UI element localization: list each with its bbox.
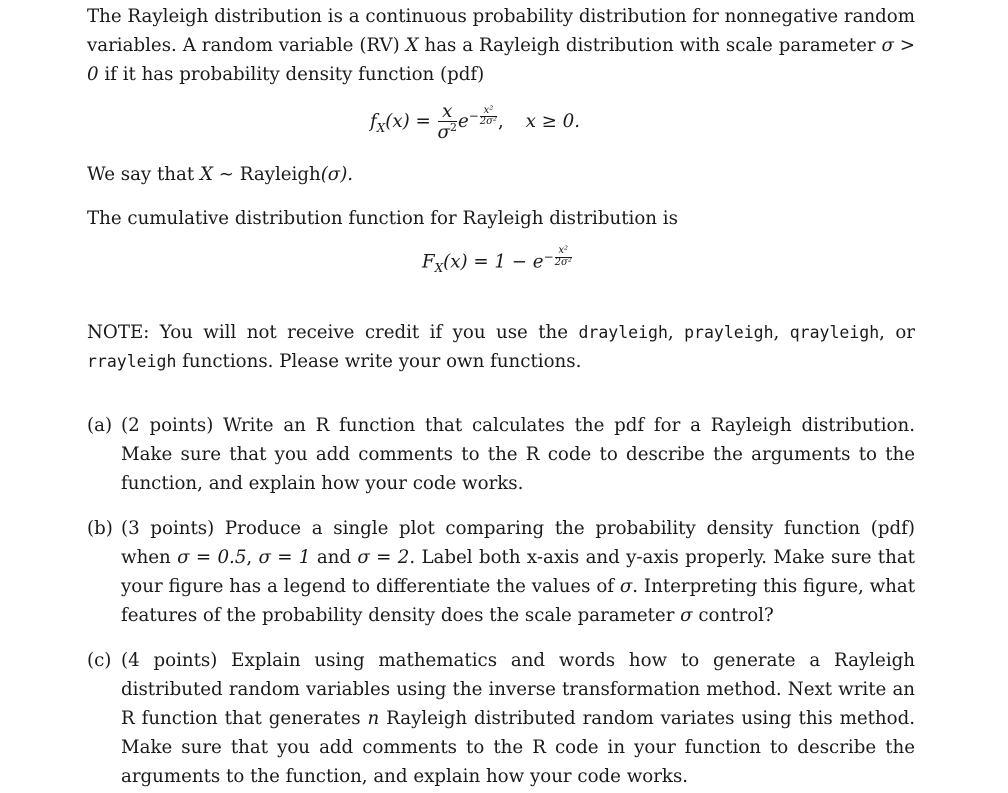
cdf-equation [422, 246, 573, 275]
cdf-exp-minus: − [543, 249, 554, 264]
say-tilde: ∼ [212, 164, 240, 185]
item-b-text-2: , [246, 547, 259, 568]
item-b-sigma-5: σ [680, 605, 693, 626]
item-b-text [121, 514, 915, 630]
pdf-frac-num: x [438, 102, 457, 122]
item-c [87, 646, 915, 791]
intro-paragraph [87, 2, 915, 89]
note-fn-prayleigh: prayleigh [684, 323, 774, 342]
item-b-sigma-1: σ = 0.5 [177, 547, 247, 568]
cdf-exp-fraction [555, 246, 572, 268]
note-fn-drayleigh: drayleigh [578, 323, 668, 342]
pdf-comma: , [498, 111, 504, 133]
item-a [87, 411, 915, 498]
item-b-sigma-3: σ = 2 [357, 547, 410, 568]
item-a-label: (a) [87, 415, 113, 436]
note-fn-qrayleigh: qrayleigh [789, 323, 880, 342]
note-fn-rrayleigh: rrayleigh [87, 352, 177, 371]
item-b-sigma-4: σ [619, 576, 633, 597]
item-c-label: (c) [87, 650, 112, 671]
say-text: We say that [87, 164, 200, 185]
item-b-text-3: and [310, 547, 358, 568]
intro-sigma-condition: σ > 0 [87, 35, 915, 85]
pdf-frac-den-sup: 2 [449, 121, 457, 135]
cdf-lhs: F [422, 251, 435, 273]
item-c-n: n [367, 708, 380, 729]
say-paragraph [87, 160, 915, 189]
item-a-text: (2 points) Write an R function that calculates the pdf for a Rayleigh distribution. Make sure that you add comments to the R code to describe the arguments to the function, and explain how your code works. [121, 415, 915, 494]
intro-text-1: The Rayleigh distribution is a continuous probability distribution for nonnegative random variables. A random variable (RV) [87, 6, 915, 56]
note-paragraph [87, 318, 915, 376]
note-sep-1: , [667, 322, 685, 343]
item-c-text [121, 646, 915, 791]
note-text-2: functions. Please write your own functions. [176, 351, 582, 372]
pdf-lhs-arg: (x) = [385, 111, 431, 133]
cdf-intro: The cumulative distribution function for Rayleigh distribution is [87, 208, 678, 229]
cdf-exp-num: x² [555, 246, 572, 258]
note-sep-2: , [773, 322, 790, 343]
pdf-lhs-sub: X [376, 120, 386, 135]
say-dist: Rayleigh [239, 164, 321, 185]
pdf-domain: x ≥ 0. [525, 111, 581, 133]
pdf-frac-den: σ [437, 122, 450, 144]
intro-text-2: has a Rayleigh distribution with scale parameter [418, 35, 882, 56]
pdf-exp-num: x² [480, 106, 497, 118]
pdf-exp-minus: − [468, 109, 479, 124]
say-arg: (σ). [320, 164, 354, 185]
item-b [87, 514, 915, 630]
pdf-exp-base: e [457, 111, 469, 133]
item-b-text-6: control? [692, 605, 774, 626]
cdf-lhs-sub: X [434, 261, 444, 276]
cdf-lhs-arg: (x) = 1 − e [443, 251, 544, 273]
note-sep-3: , or [879, 322, 915, 343]
item-b-text-4: . Label both x-axis and y-axis properly. Make sure that your figure has a legend to differentiate the values of [121, 547, 915, 597]
item-c-text-2: Rayleigh distributed random variates using this method. Make sure that you add comments to the R code in your function to describe the arguments to the function, and explain how your code works. [121, 708, 916, 787]
pdf-lhs: f [370, 111, 377, 133]
pdf-exponent [468, 104, 498, 128]
pdf-fraction [438, 102, 457, 142]
pdf-exp-den: 2σ² [479, 116, 497, 128]
intro-var-x: X [405, 35, 419, 56]
note-text-1: NOTE: You will not receive credit if you use the [87, 322, 579, 343]
cdf-exp-den: 2σ² [554, 256, 572, 268]
item-b-text-5: . Interpreting this figure, what features of the probability density does the scale parameter [121, 576, 916, 626]
intro-text-3: if it has probability density function (pdf) [98, 64, 485, 85]
cdf-exponent [543, 245, 573, 268]
pdf-exp-fraction [480, 106, 497, 128]
item-c-text-1: (4 points) Explain using mathematics and words how to generate a Rayleigh distributed random variables using the inverse transformation method. Next write an R function that generates [121, 650, 915, 729]
item-b-label: (b) [87, 518, 113, 539]
say-var: X [199, 164, 213, 185]
item-b-sigma-2: σ = 1 [258, 547, 311, 568]
pdf-equation [370, 102, 580, 142]
item-b-text-1: (3 points) Produce a single plot comparing the probability density function (pdf) when [121, 518, 915, 568]
